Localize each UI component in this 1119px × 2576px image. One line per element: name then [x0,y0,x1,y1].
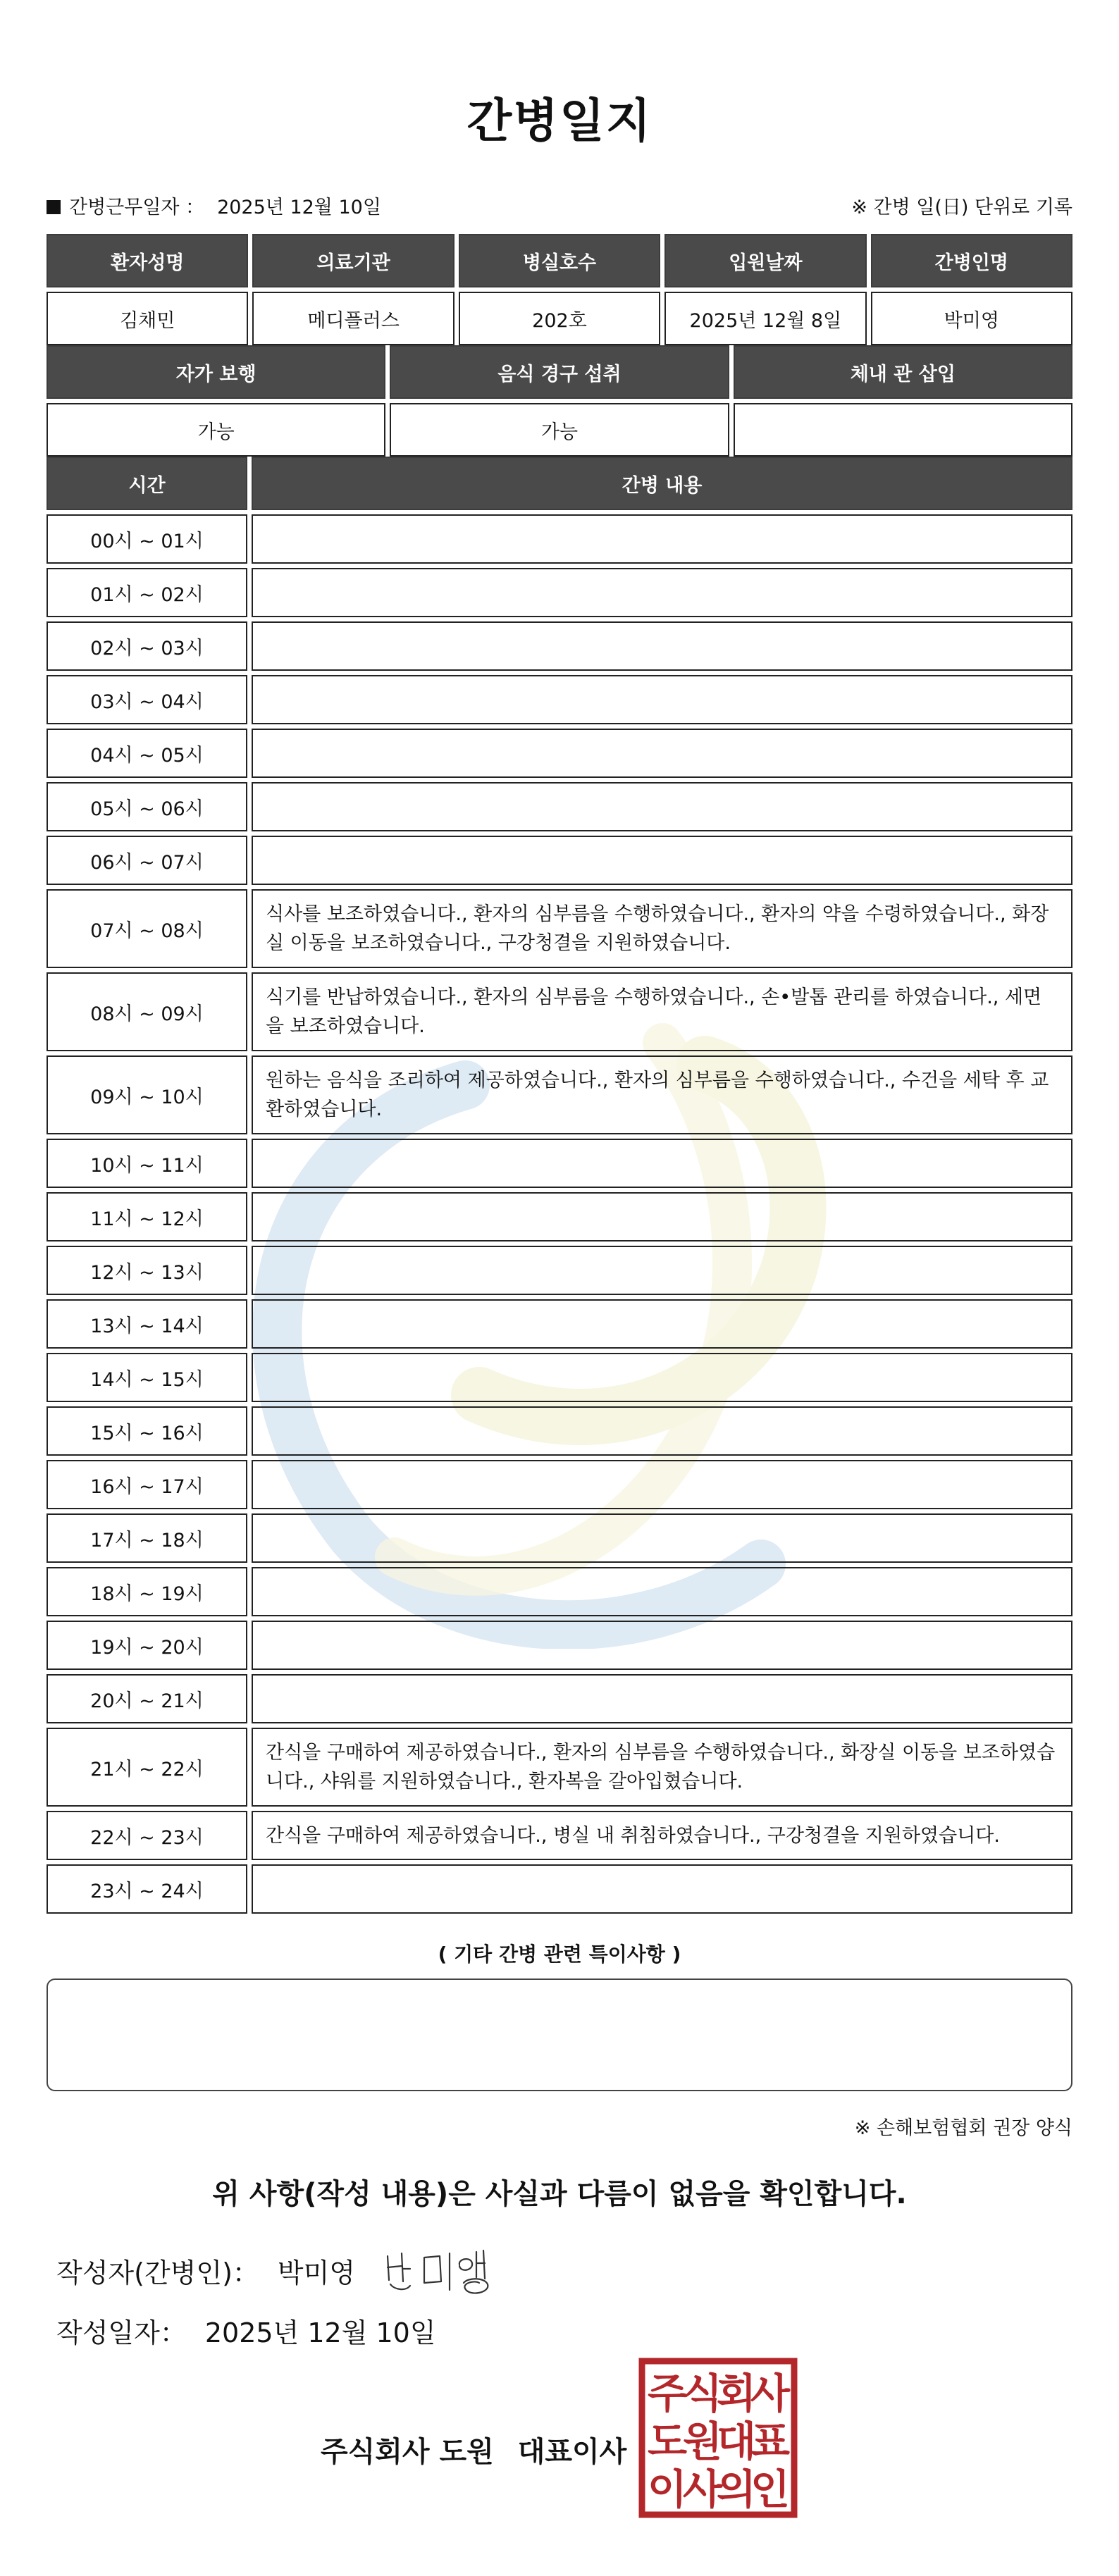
confirmation-statement: 위 사항(작성 내용)은 사실과 다름이 없음을 확인합니다. [212,2178,907,2210]
time-cell: 05시 ~ 06시 [47,782,247,831]
hourly-log-table [42,452,1077,1918]
meta-row [47,192,1072,225]
table-row [47,729,1072,778]
svg-text:주: 주 [647,2370,688,2417]
table-row [47,1353,1072,1402]
content-cell [252,729,1072,778]
header-self-walking: 자가 보행 [47,345,385,399]
content-cell [252,514,1072,564]
svg-text:의: 의 [716,2465,757,2513]
time-cell: 18시 ~ 19시 [47,1567,247,1616]
svg-text:식: 식 [682,2370,723,2417]
header-care-content: 간병 내용 [252,457,1072,510]
company-signature-line [321,2429,626,2470]
time-cell: 00시 ~ 01시 [47,514,247,564]
header-time: 시간 [47,457,247,510]
table-row [47,1811,1072,1860]
time-cell: 22시 ~ 23시 [47,1811,247,1860]
content-cell [252,1406,1072,1456]
table-row [47,1567,1072,1616]
svg-text:사: 사 [682,2465,723,2513]
table-row [47,1055,1072,1134]
content-cell [252,1674,1072,1723]
time-cell: 20시 ~ 21시 [47,1674,247,1723]
table-row [47,1139,1072,1188]
write-date-line [56,2311,436,2350]
content-cell [252,621,1072,671]
table-row [47,1299,1072,1349]
self-walking-value: 가능 [47,403,385,457]
table-row [47,514,1072,564]
time-cell: 15시 ~ 16시 [47,1406,247,1456]
svg-text:사: 사 [750,2370,791,2417]
work-date-label: 간병근무일자 ： [69,197,205,218]
content-cell [252,782,1072,831]
content-cell [252,1513,1072,1563]
content-cell [252,568,1072,617]
ceo-title: 대표이사 [517,2436,627,2468]
oral-intake-value: 가능 [390,403,729,457]
time-cell: 23시 ~ 24시 [47,1864,247,1914]
time-cell: 03시 ~ 04시 [47,675,247,724]
writer-line [56,2251,355,2290]
tube-insertion-value [734,403,1072,457]
time-cell: 16시 ~ 17시 [47,1460,247,1509]
table-row [47,1513,1072,1563]
time-cell: 08시 ~ 09시 [47,972,247,1051]
content-cell [252,675,1072,724]
table-row [47,1246,1072,1295]
header-caregiver-name: 간병인명 [871,234,1072,287]
patient-name: 김채민 [47,292,248,345]
work-date [47,192,381,219]
svg-text:표: 표 [750,2417,791,2465]
content-cell: 간식을 구매하여 제공하였습니다., 환자의 심부름을 수행하였습니다., 화장실 이동을 보조하였습니다., 샤워를 지원하였습니다., 환자복을 갈아입혔습니다. [252,1728,1072,1807]
content-cell: 원하는 음식을 조리하여 제공하였습니다., 환자의 심부름을 수행하였습니다., 수건을 세탁 후 교환하였습니다. [252,1055,1072,1134]
company-name: 주식회사 도원 [321,2436,494,2468]
table-row [47,972,1072,1051]
content-cell [252,1621,1072,1670]
table-row [47,568,1072,617]
table-row [47,675,1072,724]
recommended-form-note: ※ 손해보험협회 권장 양식 [854,2117,1072,2139]
table-row [47,889,1072,968]
room-number: 202호 [459,292,660,345]
content-cell [252,1139,1072,1188]
table-row [47,1406,1072,1456]
document-title: 간병일지 [466,94,653,148]
svg-text:이: 이 [647,2465,688,2513]
time-cell: 10시 ~ 11시 [47,1139,247,1188]
table-row [47,1460,1072,1509]
header-patient-name: 환자성명 [47,234,248,287]
svg-text:대: 대 [716,2417,757,2465]
svg-text:인: 인 [750,2465,791,2513]
record-unit-note: ※ 간병 일(日) 단위로 기록 [851,197,1072,218]
table-row [47,782,1072,831]
header-tube-insertion: 체내 관 삽입 [734,345,1072,399]
admission-date: 2025년 12월 8일 [664,292,866,345]
svg-text:회: 회 [716,2370,757,2417]
content-cell [252,1246,1072,1295]
table-row [47,1728,1072,1807]
table-row [47,1192,1072,1241]
work-date-value: 2025년 12월 10일 [217,197,381,218]
time-cell: 07시 ~ 08시 [47,889,247,968]
content-cell [252,1192,1072,1241]
time-cell: 04시 ~ 05시 [47,729,247,778]
company-seal-stamp [638,2357,798,2519]
content-cell [252,1864,1072,1914]
time-cell: 11시 ~ 12시 [47,1192,247,1241]
other-notes-title: ( 기타 간병 관련 특이사항 ) [438,1943,681,1966]
writer-label: 작성자(간병인)： [56,2258,259,2289]
header-hospital: 의료기관 [252,234,454,287]
other-notes-box [47,1979,1072,2091]
time-cell: 17시 ~ 18시 [47,1513,247,1563]
content-cell [252,1567,1072,1616]
time-cell: 01시 ~ 02시 [47,568,247,617]
time-cell: 13시 ~ 14시 [47,1299,247,1349]
time-cell: 09시 ~ 10시 [47,1055,247,1134]
square-bullet-icon [47,200,61,214]
table-row [47,1621,1072,1670]
time-cell: 02시 ~ 03시 [47,621,247,671]
content-cell [252,1299,1072,1349]
hospital-name: 메디플러스 [252,292,454,345]
svg-text:도: 도 [647,2417,688,2465]
patient-info-table [42,230,1077,349]
table-row [47,836,1072,885]
handwritten-signature [381,2241,507,2298]
write-date-value: 2025년 12월 10일 [204,2317,436,2348]
content-cell [252,836,1072,885]
time-cell: 06시 ~ 07시 [47,836,247,885]
header-room: 병실호수 [459,234,660,287]
header-admission-date: 입원날짜 [664,234,866,287]
content-cell [252,1353,1072,1402]
content-cell [252,1460,1072,1509]
table-row [47,1674,1072,1723]
writer-name: 박미영 [277,2258,356,2289]
time-cell: 14시 ~ 15시 [47,1353,247,1402]
svg-text:원: 원 [682,2417,723,2465]
caregiver-name: 박미영 [871,292,1072,345]
table-row [47,621,1072,671]
header-oral-intake: 음식 경구 섭취 [390,345,729,399]
content-cell: 식사를 보조하였습니다., 환자의 심부름을 수행하였습니다., 환자의 약을 수령하였습니다., 화장실 이동을 보조하였습니다., 구강청결을 지원하였습니다. [252,889,1072,968]
time-cell: 21시 ~ 22시 [47,1728,247,1807]
table-row [47,1864,1072,1914]
write-date-label: 작성일자： [56,2317,187,2348]
time-cell: 19시 ~ 20시 [47,1621,247,1670]
patient-status-table [42,341,1077,461]
time-cell: 12시 ~ 13시 [47,1246,247,1295]
content-cell: 식기를 반납하였습니다., 환자의 심부름을 수행하였습니다., 손•발톱 관리를 하였습니다., 세면을 보조하였습니다. [252,972,1072,1051]
content-cell: 간식을 구매하여 제공하였습니다., 병실 내 취침하였습니다., 구강청결을 지원하였습니다. [252,1811,1072,1860]
